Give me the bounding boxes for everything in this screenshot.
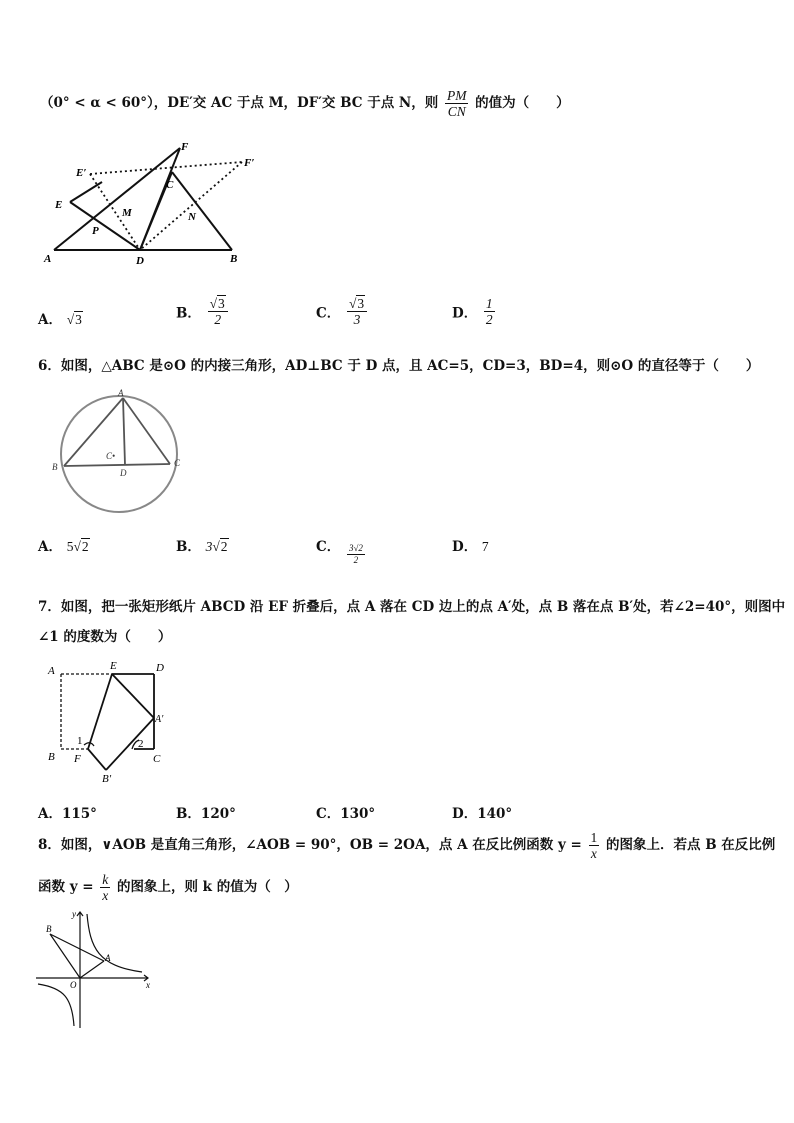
- q7-option-c[interactable]: [316, 802, 375, 822]
- q8-fraction-1-over-x: [589, 830, 600, 861]
- q6-option-d[interactable]: [452, 535, 489, 555]
- q8-label-y: y: [72, 909, 76, 919]
- q6-option-b[interactable]: [176, 535, 229, 555]
- q8-stem-part-d: 的图象上，则 k 的值为（ ）: [116, 879, 298, 895]
- q6-option-a-coef: 5: [66, 539, 74, 554]
- q5-option-a[interactable]: [38, 308, 83, 328]
- q6-option-c-letter: C．: [316, 539, 341, 555]
- q6-label-b: B: [52, 462, 58, 472]
- q5-option-a-radicand: 3: [75, 312, 82, 327]
- q6-option-c-den: 2: [353, 555, 359, 565]
- q5-option-d-den: 2: [485, 312, 493, 327]
- q8-label-b: B: [46, 924, 52, 934]
- q5-option-a-letter: A．: [38, 312, 62, 328]
- q6-option-b-value: 3√2: [205, 539, 228, 554]
- q8-frac1-num: 1: [590, 830, 598, 845]
- q5-label-b: B: [230, 253, 238, 265]
- q8-stem-part-c: 函数 y =: [38, 879, 94, 895]
- q5-option-d-num: 1: [485, 296, 493, 311]
- q6-label-d: D: [120, 468, 127, 478]
- q6-option-c[interactable]: [316, 535, 367, 566]
- q5-label-n: N: [188, 211, 196, 223]
- q7-option-b-letter: B．: [176, 806, 201, 822]
- q5-option-b-value: $\frac{√3}{2}$: [208, 296, 228, 327]
- q5-label-c: C: [166, 179, 174, 191]
- q5-option-b-den: 2: [214, 312, 222, 327]
- q7-label-d: D: [156, 662, 164, 674]
- q5-label-a: A: [44, 253, 52, 265]
- q5-stem-part-a: （0° < α < 60°），DE′交 AC 于点 M，DF′交 BC 于点 N，则: [40, 95, 439, 111]
- q7-option-c-value: 130°: [340, 806, 376, 822]
- q7-option-a[interactable]: [38, 802, 97, 822]
- q8-label-x: x: [146, 980, 150, 990]
- q6-figure: [46, 386, 196, 514]
- q6-option-a-radicand: 2: [81, 539, 89, 554]
- q5-label-e-prime: E′: [76, 167, 87, 179]
- q6-label-c: C: [174, 458, 181, 468]
- q7-label-c: C: [153, 753, 161, 765]
- q7-figure: [44, 656, 174, 784]
- q5-option-a-value: √3: [66, 312, 82, 327]
- q8-stem-line-1: [38, 830, 775, 861]
- q6-label-a: A: [118, 388, 124, 398]
- q6-option-b-radicand: 2: [220, 539, 228, 554]
- q8-label-o: O: [70, 980, 77, 990]
- q7-label-e: E: [110, 660, 117, 672]
- q5-figure: [40, 138, 270, 268]
- q5-option-b-num: 3: [218, 296, 225, 311]
- q7-label-a-prime: A′: [155, 714, 164, 725]
- q7-label-a: A: [48, 665, 55, 677]
- q5-option-c-letter: C．: [316, 305, 341, 322]
- q8-label-a: A: [105, 953, 111, 963]
- q7-label-f: F: [74, 753, 81, 765]
- q7-label-angle-1: 1: [77, 735, 83, 747]
- q5-option-d[interactable]: [452, 296, 497, 327]
- q5-option-d-letter: D．: [452, 305, 478, 322]
- q5-option-c-den: 3: [353, 312, 361, 327]
- q5-frac-num: PM: [446, 88, 467, 103]
- q5-option-b-letter: B．: [176, 305, 201, 322]
- q7-stem-line-2: ∠1 的度数为（ ）: [38, 629, 172, 645]
- q6-option-d-letter: D．: [452, 539, 478, 555]
- q7-option-a-letter: A．: [38, 806, 62, 822]
- q8-figure: [34, 908, 156, 1032]
- q7-option-d-value: 140°: [477, 806, 513, 822]
- q7-label-angle-2: 2: [138, 738, 144, 750]
- q5-stem: [40, 88, 570, 119]
- q5-option-c[interactable]: [316, 296, 369, 327]
- q7-label-b-prime: B′: [102, 773, 112, 784]
- q7-stem-line-1: 7．如图，把一张矩形纸片 ABCD 沿 EF 折叠后，点 A 落在 CD 边上的点 A′处，点 B 落在点 B′处，若∠2=40°，则图中: [38, 599, 786, 615]
- q5-option-c-value: $\frac{√3}{3}$: [347, 296, 367, 327]
- q8-frac2-num: k: [102, 872, 109, 887]
- q8-frac2-den: x: [102, 888, 109, 903]
- q8-stem-line-2: [38, 872, 298, 903]
- q6-option-b-letter: B．: [176, 539, 201, 555]
- q5-label-f-prime: F′: [244, 157, 255, 169]
- q6-stem: 6．如图，△ABC 是⊙O 的内接三角形，AD⊥BC 于 D 点，且 AC=5，CD=3，BD=4，则⊙O 的直径等于（ ）: [38, 358, 760, 374]
- q6-option-c-value: [347, 543, 365, 566]
- q6-option-d-value: 7: [481, 539, 489, 554]
- q5-label-e: E: [55, 199, 63, 211]
- q5-label-m: M: [122, 207, 132, 219]
- q7-label-b: B: [48, 751, 55, 763]
- q5-option-d-value: [484, 296, 495, 327]
- q5-option-c-num: 3: [357, 296, 365, 311]
- q5-option-b[interactable]: [176, 296, 230, 327]
- q5-label-d: D: [136, 255, 144, 267]
- q6-option-a-letter: A．: [38, 539, 62, 555]
- q8-frac1-den: x: [590, 846, 597, 861]
- q6-label-center: C•: [106, 451, 116, 461]
- q8-fraction-k-over-x: [100, 872, 110, 903]
- q5-stem-part-b: 的值为（ ）: [475, 95, 570, 111]
- q5-label-f: F: [181, 141, 189, 153]
- q6-option-a[interactable]: [38, 535, 90, 555]
- q5-label-p: P: [92, 225, 99, 237]
- q7-option-b[interactable]: [176, 802, 236, 822]
- q5-frac-den: CN: [447, 104, 466, 119]
- q7-option-d-letter: D．: [452, 806, 478, 822]
- q6-option-c-num: 3√2: [348, 543, 363, 553]
- q7-option-c-letter: C．: [316, 806, 341, 822]
- q8-stem-part-a: 8．如图，∨AOB 是直角三角形，∠AOB = 90°，OB = 2OA，点 A 在反比例函数 y =: [38, 837, 582, 853]
- q7-option-a-value: 115°: [61, 806, 97, 822]
- q8-stem-part-b: 的图象上．若点 B 在反比例: [606, 837, 776, 853]
- q6-option-b-coef: 3: [205, 539, 213, 554]
- q5-fraction-pm-cn: [445, 88, 469, 119]
- q6-option-a-value: 5√2: [66, 539, 89, 554]
- q7-option-b-value: 120°: [200, 806, 236, 822]
- q7-option-d[interactable]: [452, 802, 512, 822]
